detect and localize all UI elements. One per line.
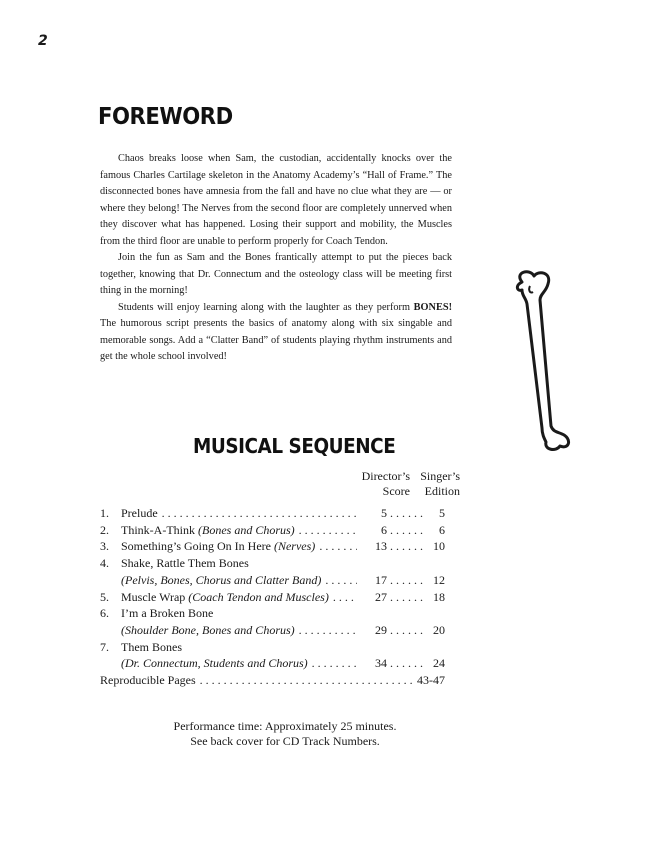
item-score-page: 6 bbox=[381, 522, 387, 537]
item-score-page: 5 bbox=[381, 506, 387, 520]
item-cast-text: (Dr. Connectum, Students and Chorus) bbox=[121, 656, 308, 671]
foreword-heading: FOREWORD bbox=[98, 104, 233, 130]
list-item bbox=[100, 605, 445, 622]
bone-illustration bbox=[500, 268, 580, 453]
foreword-paragraph-2: Join the fun as Sam and the Bones frantically attempt to put the pieces back together, knowing that Dr. Connectum and the osteology class will be meeting first thing in the morning! bbox=[100, 252, 452, 296]
item-number: 1. bbox=[100, 506, 109, 520]
item-cast: (Nerves) bbox=[273, 539, 316, 554]
item-edition-page: 12 bbox=[433, 572, 445, 587]
item-number: 5. bbox=[100, 589, 109, 604]
list-item-continuation bbox=[100, 655, 445, 672]
page-number: 2 bbox=[38, 33, 48, 49]
reproducible-label: Reproducible Pages bbox=[100, 673, 196, 688]
cd-track-note: See back cover for CD Track Numbers. bbox=[190, 734, 380, 748]
singers-header-line1: Singer’s bbox=[420, 469, 460, 483]
directors-header-line1: Director’s bbox=[361, 469, 410, 483]
bones-title-bold: BONES! bbox=[413, 301, 452, 313]
reproducible-page-range: 43-47 bbox=[417, 673, 445, 688]
item-edition-page: 10 bbox=[433, 539, 445, 554]
item-edition-page: 24 bbox=[433, 656, 445, 671]
list-item bbox=[100, 538, 445, 555]
musical-sequence-list bbox=[100, 505, 445, 689]
foreword-p3-start: Students will enjoy learning along with the laughter as they perform bbox=[118, 301, 414, 313]
item-title-text: Something’s Going On In Here bbox=[121, 539, 274, 554]
performance-time: Performance time: Approximately 25 minutes. bbox=[173, 719, 397, 733]
sequence-heading: MUSICAL SEQUENCE bbox=[193, 434, 396, 458]
item-cast-text: (Pelvis, Bones, Chorus and Clatter Band) bbox=[121, 572, 322, 587]
item-cast: (Bones and Chorus) bbox=[198, 522, 295, 537]
item-title: Them Bones bbox=[121, 639, 182, 654]
item-title: I’m a Broken Bone bbox=[121, 606, 214, 621]
item-score-page: 17 bbox=[375, 572, 387, 587]
foreword-paragraph-3 bbox=[100, 300, 452, 366]
item-title bbox=[121, 589, 329, 606]
list-item bbox=[100, 505, 445, 522]
directors-header-line2: Score bbox=[382, 484, 410, 498]
item-title-text: Think-A-Think bbox=[121, 522, 198, 537]
list-item-continuation bbox=[100, 622, 445, 639]
item-cast: (Coach Tendon and Muscles) bbox=[188, 589, 329, 604]
item-edition-page: 6 bbox=[439, 522, 445, 537]
item-title: Prelude bbox=[121, 506, 158, 520]
item-title bbox=[121, 522, 295, 539]
foreword-paragraph-1: Chaos breaks loose when Sam, the custodian, accidentally knocks over the famous Charles Cartilage skeleton in the Anatomy Academy’s “Hall of Frame.” The disconnected bones have amnesia from the fall and have no clue what they are — or where they belong! The Nerves from the second floor are completely unnerved when they discover what has happened. Losing their support and mobility, the Muscles from the third floor are unable to perform properly for Coach Tendon. bbox=[100, 153, 452, 247]
item-number: 6. bbox=[100, 606, 109, 621]
item-score-page: 27 bbox=[375, 589, 387, 604]
item-score-page: 13 bbox=[375, 539, 387, 554]
list-item-continuation bbox=[100, 572, 445, 589]
list-item bbox=[100, 639, 445, 656]
list-item bbox=[100, 555, 445, 572]
item-number: 7. bbox=[100, 639, 109, 654]
item-score-page: 34 bbox=[375, 656, 387, 671]
foreword-body bbox=[100, 151, 452, 366]
item-cast bbox=[121, 655, 308, 672]
item-cast bbox=[121, 622, 295, 639]
item-edition-page: 20 bbox=[433, 622, 445, 637]
item-number: 4. bbox=[100, 556, 109, 571]
singers-header-line2: Edition bbox=[424, 484, 460, 498]
item-title bbox=[121, 538, 315, 555]
item-cast-text: (Shoulder Bone, Bones and Chorus) bbox=[121, 622, 295, 637]
item-score-page: 29 bbox=[375, 622, 387, 637]
performance-note bbox=[100, 719, 470, 749]
item-number: 2. bbox=[100, 522, 109, 537]
item-title: Shake, Rattle Them Bones bbox=[121, 556, 249, 571]
list-item bbox=[100, 522, 445, 539]
singers-edition-header bbox=[420, 469, 460, 499]
item-cast bbox=[121, 572, 321, 589]
reproducible-pages-row bbox=[100, 672, 445, 689]
item-title-text: Muscle Wrap bbox=[121, 589, 189, 604]
item-edition-page: 5 bbox=[439, 506, 445, 520]
list-item bbox=[100, 589, 445, 606]
item-edition-page: 18 bbox=[433, 589, 445, 604]
directors-score-header bbox=[362, 469, 410, 499]
item-number: 3. bbox=[100, 539, 109, 554]
foreword-p3-end: The humorous script presents the basics of anatomy along with six singable and memorable songs. Add a “Clatter Band” of students playing rhythm instruments and get the whole school involved! bbox=[100, 318, 452, 362]
